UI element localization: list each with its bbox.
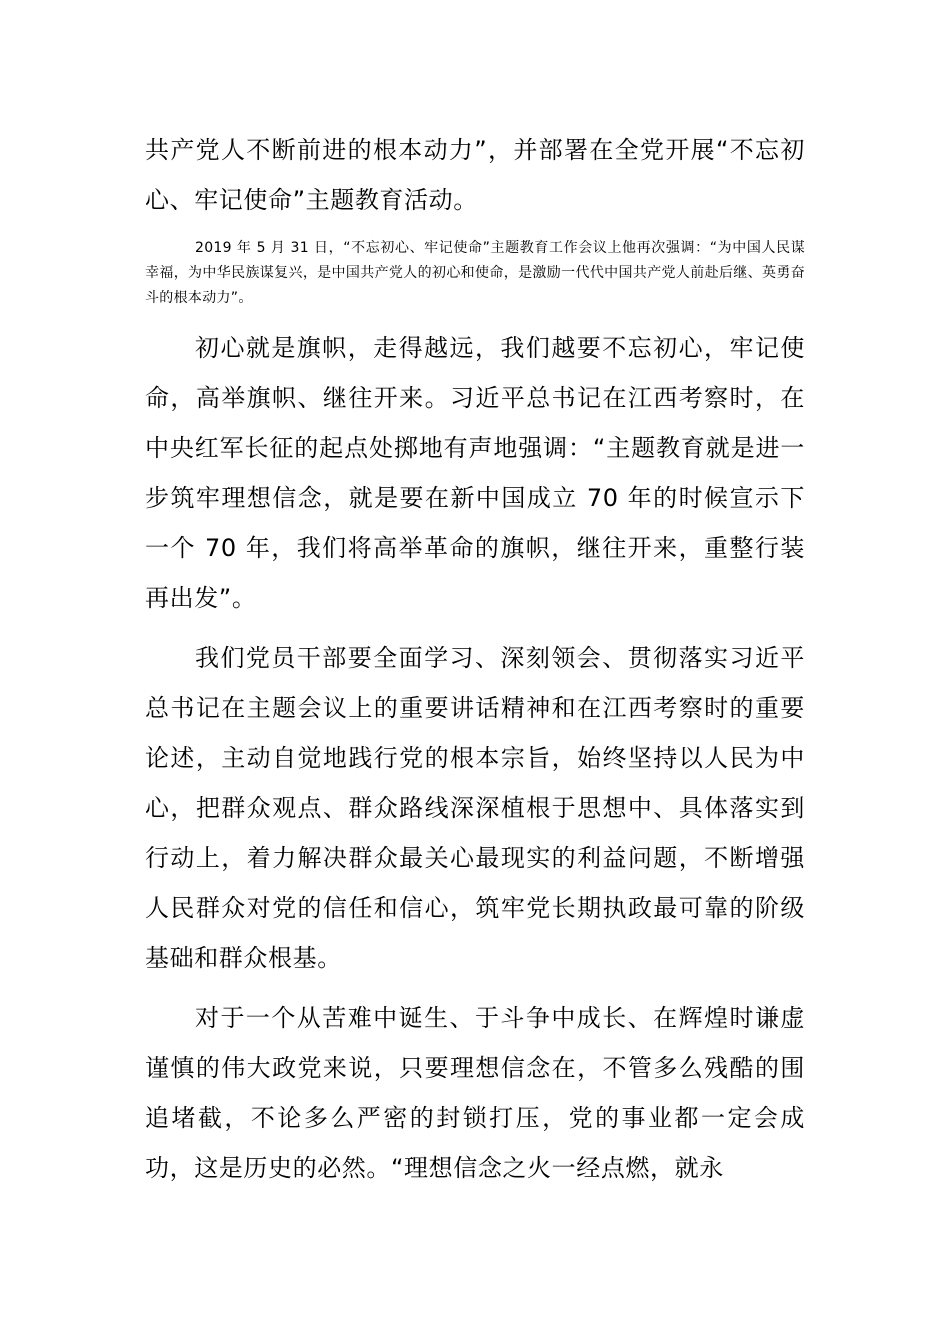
- paragraph-4-block: [145, 633, 805, 983]
- paragraph-5: 对于一个从苦难中诞生、于斗争中成长、在辉煌时谦虚谨慎的伟大政党来说，只要理想信念在，不管多么残酷的围追堵截，不论多么严密的封锁打压，党的事业都一定会成功，这是历史的必然。“理想信念之火一经点燃，就永: [145, 1004, 805, 1182]
- paragraph-2-block: [145, 236, 805, 311]
- paragraph-1-block: [145, 125, 805, 225]
- paragraph-4: 我们党员干部要全面学习、深刻领会、贯彻落实习近平总书记在主题会议上的重要讲话精神和在江西考察时的重要论述，主动自觉地践行党的根本宗旨，始终坚持以人民为中心，把群众观点、群众路线深深植根于思想中、具体落实到行动上，着力解决群众最关心最现实的利益问题，不断增强人民群众对党的信任和信心，筑牢党长期执政最可靠的阶级基础和群众根基。: [145, 644, 805, 972]
- paragraph-3: 初心就是旗帜，走得越远，我们越要不忘初心，牢记使命，高举旗帜、继往开来。习近平总书记在江西考察时，在中央红军长征的起点处掷地有声地强调：“主题教育就是进一步筑牢理想信念，就是要在新中国成立 70 年的时候宣示下一个 70 年，我们将高举革命的旗帜，继往开来，重整行装再出发”。: [145, 334, 805, 612]
- paragraph-2-small: 2019 年 5 月 31 日，“不忘初心、牢记使命”主题教育工作会议上他再次强调：“为中国人民谋幸福，为中华民族谋复兴，是中国共产党人的初心和使命，是激励一代代中国共产党人前赴后继、英勇奋斗的根本动力”。: [145, 240, 805, 306]
- paragraph-3-block: [145, 323, 805, 623]
- paragraph-1: 共产党人不断前进的根本动力”，并部署在全党开展“不忘初心、牢记使命”主题教育活动。: [145, 136, 805, 214]
- paragraph-5-block: [145, 993, 805, 1193]
